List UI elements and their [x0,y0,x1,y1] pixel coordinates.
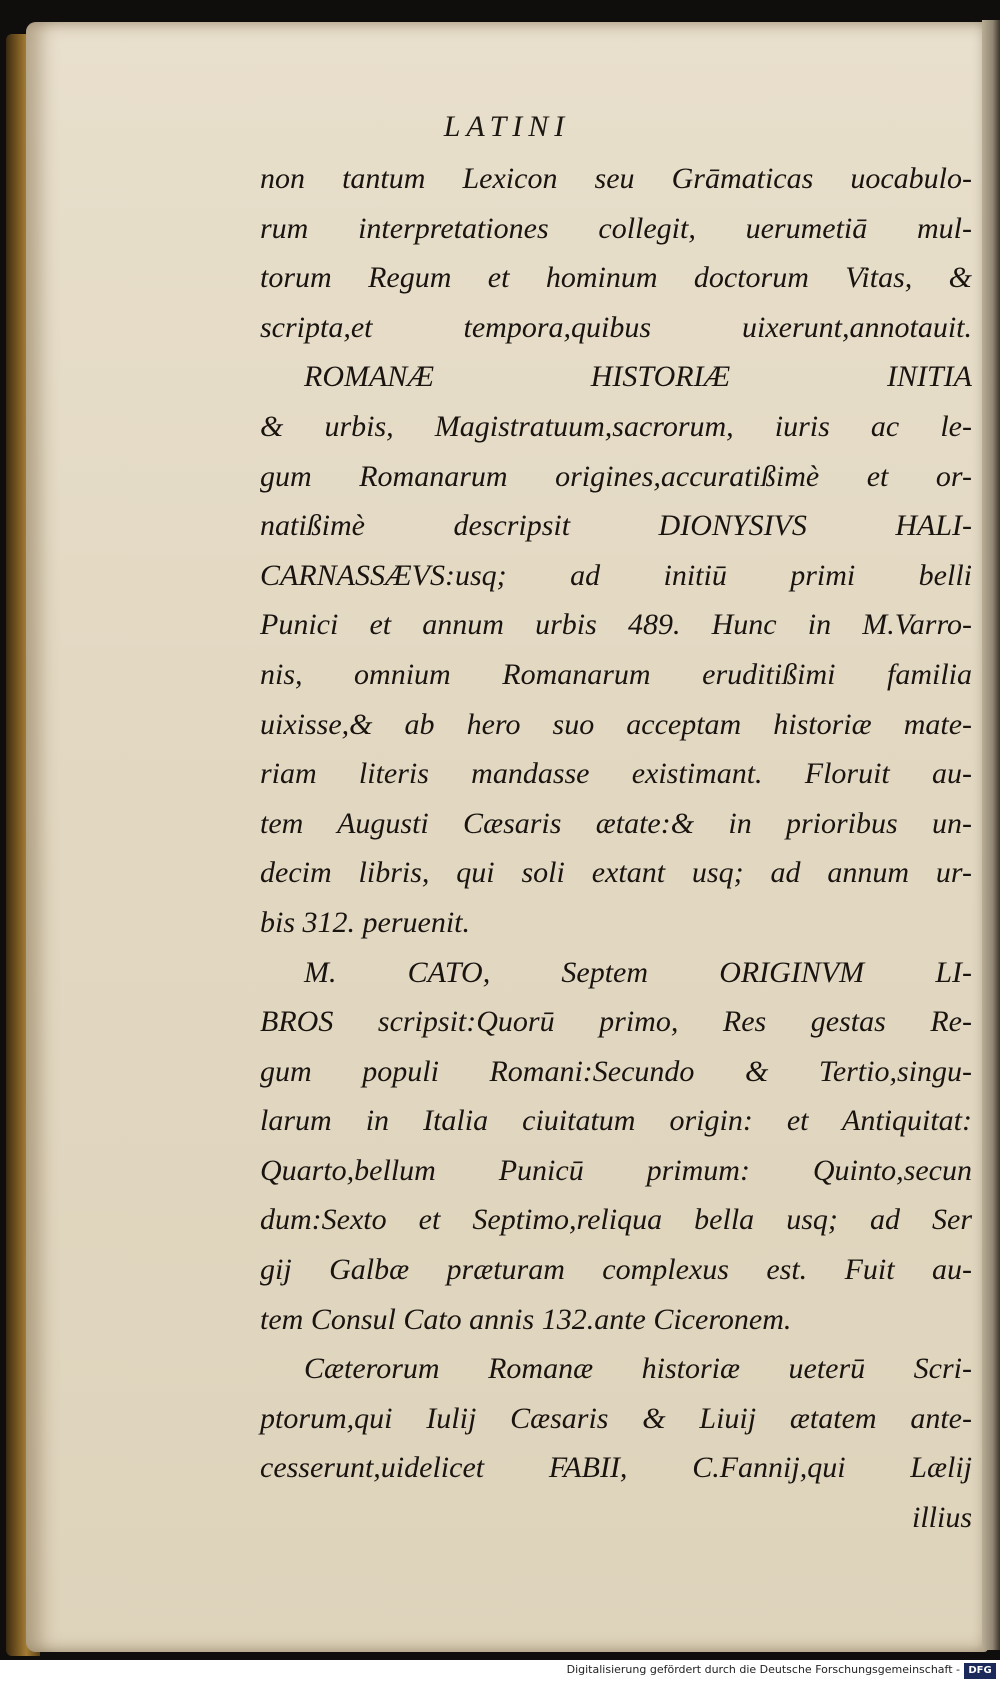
section-heading-line: M. CATO, Septem ORIGINVM LI- [304,955,972,989]
text-line: BROS scripsit:Quorū primo, Res gestas Re- [260,1005,972,1039]
book-page [26,22,988,1652]
page-body-text [260,154,972,1543]
text-line: gum populi Romani:Secundo & Tertio,singu- [260,1054,972,1088]
catchword: illius [911,1501,972,1535]
text-line: gum Romanarum origines,accuratißimè et or- [260,459,972,493]
text-line: CARNASSÆVS:usq; ad initiū primi belli [260,558,972,592]
text-line: bis 312. peruenit. [260,905,470,939]
text-line: Punici et annum urbis 489. Hunc in M.Varro- [260,608,972,642]
dfg-logo-icon: DFG [964,1663,996,1679]
text-line: Cæterorum Romanæ historiæ ueterū Scri- [304,1352,972,1386]
text-line: natißimè descripsit DIONYSIVS HALI- [260,509,972,543]
footer-bar [0,1660,1000,1684]
text-line: tem Consul Cato annis 132.ante Ciceronem. [260,1302,792,1336]
text-line: gij Galbæ præturam complexus est. Fuit au- [260,1253,972,1287]
page-fore-edge [982,20,1000,1650]
text-line: uixisse,& ab hero suo acceptam historiæ mate- [260,707,972,741]
text-line: torum Regum et hominum doctorum Vitas, & [260,261,972,295]
text-line: scripta,et tempora,quibus uixerunt,annotauit. [260,310,972,344]
text-line: nis, omnium Romanarum eruditißimi familia [260,657,972,691]
text-line: dum:Sexto et Septimo,reliqua bella usq; ad Ser [260,1203,972,1237]
text-line: non tantum Lexicon seu Grāmaticas uocabulo- [260,162,972,195]
text-line: Quarto,bellum Punicū primum: Quinto,secun [260,1153,972,1187]
text-line: larum in Italia ciuitatum origin: et Antiquitat: [260,1104,972,1138]
text-line: decim libris, qui soli extant usq; ad annum ur- [260,856,972,890]
text-line: ptorum,qui Iulij Cæsaris & Liuij ætatem ante- [260,1401,972,1435]
text-line: tem Augusti Cæsaris ætate:& in prioribus un- [260,806,972,840]
text-line: rum interpretationes collegit, uerumetiā mul- [260,211,972,245]
text-line: riam literis mandasse existimant. Floruit au- [260,757,972,791]
text-line: & urbis, Magistratuum,sacrorum, iuris ac le- [260,409,972,443]
footer-credit: Digitalisierung gefördert durch die Deutsche Forschungsgemeinschaft - [566,1663,960,1676]
running-head: LATINI [443,110,571,143]
text-line: cesserunt,uidelicet FABII, C.Fannij,qui Lælij [260,1451,972,1485]
section-heading-line: ROMANÆ HISTORIÆ INITIA [304,360,972,394]
